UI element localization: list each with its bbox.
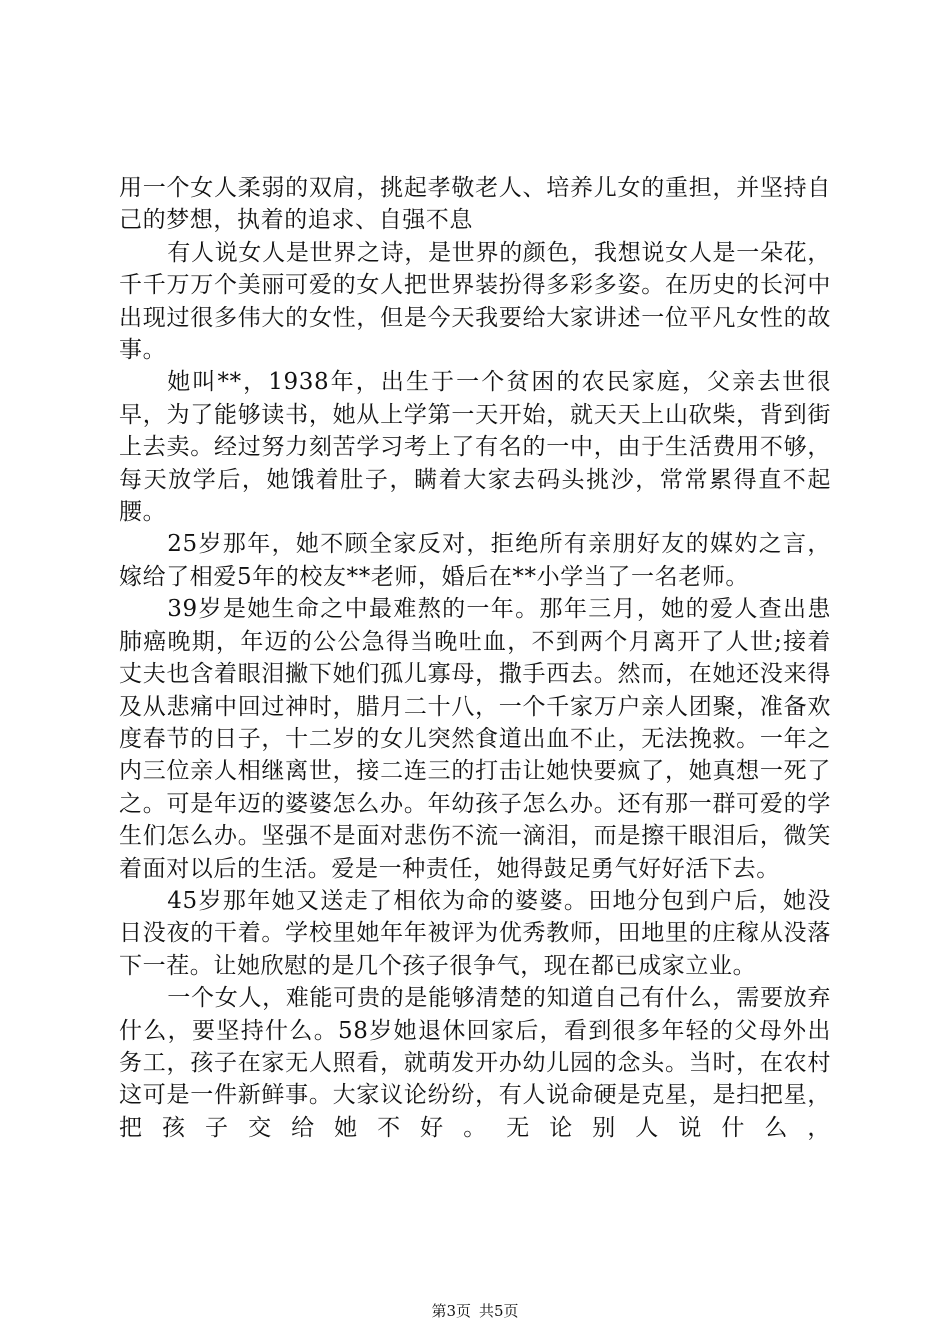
paragraph-kindergarten: 一个女人，难能可贵的是能够清楚的知道自己有什么，需要放弃什么，要坚持什么。58岁她退休回家后，看到很多年轻的父母外出务工，孩子在家无人照看，就萌发开办幼儿园的念头。当时，在农村这可是一件新鲜事。大家议论纷纷，有人说命硬是克星，是扫把星，把孩子交给她不好。无论别人说什么， — [119, 985, 831, 1141]
page-total: 共5页 — [479, 1302, 519, 1320]
paragraph-childhood: 她叫**，1938年，出生于一个贫困的农民家庭，父亲去世很早，为了能够读书，她从上学第一天开始，就天天上山砍柴，背到街上去卖。经过努力刻苦学习考上了有名的一中，由于生活费用不够，每天放学后，她饿着肚子，瞒着大家去码头挑沙，常常累得直不起腰。 — [119, 369, 831, 526]
page-number: 第3页 — [431, 1302, 471, 1320]
paragraph-intro: 用一个女人柔弱的双肩，挑起孝敬老人、培养儿女的重担，并坚持自己的梦想，执着的追求、自强不息 — [119, 175, 831, 234]
paragraph-hardship: 39岁是她生命之中最难熬的一年。那年三月，她的爱人查出患肺癌晚期，年迈的公公急得当晚吐血，不到两个月离开了人世;接着丈夫也含着眼泪撇下她们孤儿寡母，撒手西去。然而，在她还没来得及从悲痛中回过神时，腊月二十八，一个千家万户亲人团聚，准备欢度春节的日子，十二岁的女儿突然食道出血不止，无法挽救。一年之内三位亲人相继离世，接二连三的打击让她快要疯了，她真想一死了之。可是年迈的婆婆怎么办。年幼孩子怎么办。还有那一群可爱的学生们怎么办。坚强不是面对悲伤不流一滴泪，而是擦干眼泪后，微笑着面对以后的生活。爱是一种责任，她得鼓足勇气好好活下去。 — [119, 596, 831, 882]
page-footer — [0, 1300, 950, 1321]
paragraph-women-flower: 有人说女人是世界之诗，是世界的颜色，我想说女人是一朵花，千千万万个美丽可爱的女人把世界装扮得多彩多姿。在历史的长河中出现过很多伟大的女性，但是今天我要给大家讲述一位平凡女性的故事。 — [119, 239, 831, 364]
paragraph-marriage: 25岁那年，她不顾全家反对，拒绝所有亲朋好友的媒妁之言，嫁给了相爱5年的校友**老师，婚后在**小学当了一名老师。 — [119, 531, 831, 590]
document-body — [119, 172, 831, 1144]
paragraph-age-45: 45岁那年她又送走了相依为命的婆婆。田地分包到户后，她没日没夜的干着。学校里她年年被评为优秀教师，田地里的庄稼从没落下一茬。让她欣慰的是几个孩子很争气，现在都已成家立业。 — [119, 887, 831, 979]
